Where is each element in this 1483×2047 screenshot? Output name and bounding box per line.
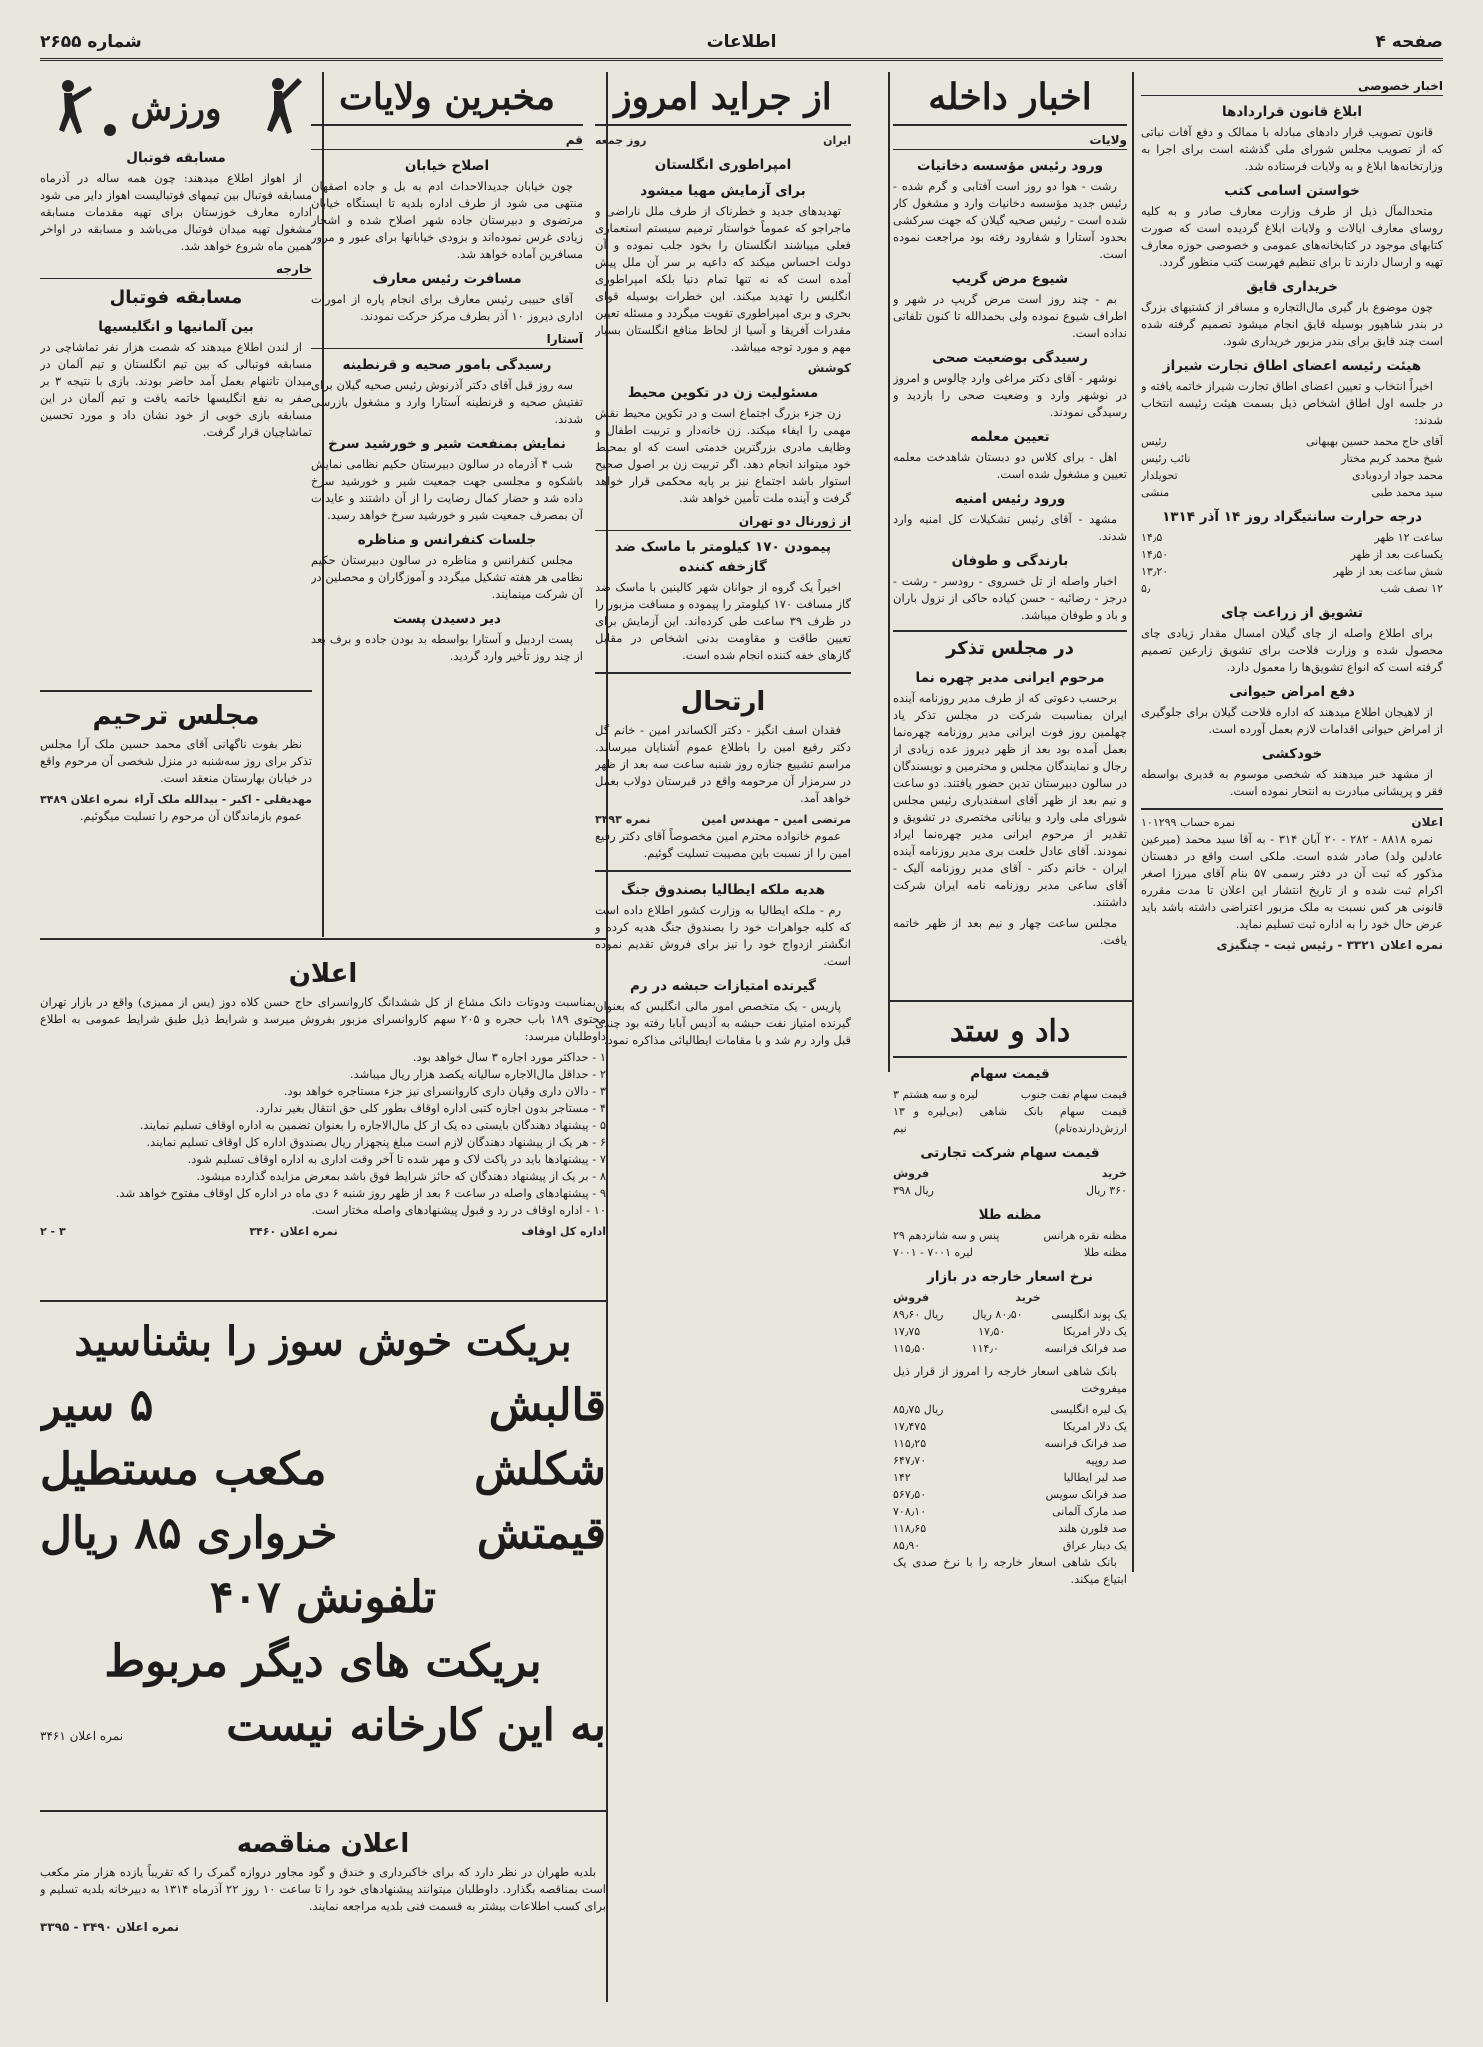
briquette-value: ۵ سیر (40, 1380, 154, 1431)
stocks-title: قیمت سهام (970, 1066, 1050, 1082)
article-body: رشت - هوا دو روز است آفتابی و گرم شده - رئیس جدید مؤسسه دخانیات وارد و مشغول کار شده است - رئیس صحیه گیلان که جهت سرکشی بحدود آستارا و شفارود رفته بود مراجعت نموده است. (893, 179, 1127, 261)
temp-row: ۱۲ نصف شب ۵٫ (1141, 582, 1443, 595)
headline: اصلاح خیابان (404, 158, 490, 174)
column-domestic-news (893, 72, 1127, 992)
bank-title: بانک شاهی اسعار خارجه را امروز از قرار ذیل میفروخت (893, 1364, 1127, 1395)
briquette-value: مکعب مستطیل (40, 1444, 327, 1495)
headline: امپراطوری انگلستان (654, 157, 792, 173)
briquette-headline: بریکت خوش سوز را بشناسید (74, 1318, 572, 1365)
temp-row: یکساعت بعد از ظهر ۱۴٫۵۰ (1141, 548, 1443, 561)
member-row: آقای حاج محمد حسین بهبهانی رئیس (1141, 435, 1443, 448)
sports-title: ورزش (130, 89, 222, 129)
bank-row: صد مارک آلمانی ۷۰۸٫۱۰ (893, 1505, 1127, 1518)
ad-condition: ۴ - مستاجر بدون اجازه کتبی اداره اوقاف بطور کلی حق انتقال بغیر ندارد. (255, 1101, 606, 1115)
memorial-end: مجلس ساعت چهار و نیم بعد از ظهر خاتمه یافت. (893, 916, 1127, 947)
article-body: اخیراً یک گروه از جوانان شهر کالینین با ماسک ضد گاز مسافت ۱۷۰ کیلومتر را پیموده و مسافت مزبور را در ظرف ۳۹ ساعت طی کرده‌اند. این آزمایش برای تعیین طاقت و مقاومت بدنی اشخاص در مقابل گازهای خفه کننده انجام شده است. (595, 580, 851, 662)
headline: خریداری قایق (1246, 279, 1338, 295)
fx-row: صد فرانک فرانسه ۱۱۴٫۰ ۱۱۵٫۵۰ (893, 1342, 1127, 1355)
article-body: قانون تصویب قرار دادهای مبادله با ممالک و دفع آفات نباتی که از تصویب مجلس شورای ملی گذشته است برای اجرا به وزارتخانه‌ها ابلاغ و به ولایات فرستاده شد. (1141, 125, 1443, 173)
section-tag: ولایات (893, 132, 1127, 150)
masthead-press: از جراید امروز (595, 72, 851, 126)
article-body: رم - ملکه ایطالیا به وزارت کشور اطلاع داده است که کلیه جواهرات خود را بصندوق جنگ هدیه کرده و انگشتر ازدواج خود را نیز برای فروش تقدیم نموده است. (595, 903, 851, 968)
fx-row: یک پوند انگلیسی ۸۰٫۵۰ ریال ۸۹٫۶۰ ریال (893, 1308, 1127, 1321)
briquette-label: قیمتش (476, 1508, 606, 1559)
ad-condition: ۲ - حداقل مال‌الاجاره سالیانه یکصد هزار ریال میباشد. (349, 1067, 606, 1081)
member-row: سید محمد طبی منشی (1141, 486, 1443, 499)
article-body: اخیراً انتخاب و تعیین اعضای اطاق تجارت شیراز خاتمه یافته و در جلسه اول اطاق اشخاص ذیل بسمت هیئت رئیسه انتخاب شدند: (1141, 379, 1443, 427)
headline: بارندگی و طوفان (951, 553, 1069, 569)
temperature-table (1141, 529, 1443, 597)
ad-pages: ۲ - ۳ (40, 1225, 66, 1238)
column-correspondents (311, 72, 583, 932)
headline: هیئت رئیسه اعضای اطاق تجارت شیراز (1162, 358, 1422, 374)
briquette-note: بریکت های دیگر مربوط (104, 1636, 542, 1687)
obituary-number: نمره ۳۴۹۳ (595, 813, 651, 826)
bank-row: یک دینار عراق ۸۵٫۹۰ (893, 1539, 1127, 1552)
masthead-domestic: اخبار داخله (893, 72, 1127, 126)
briquette-label: شکلش (474, 1444, 606, 1495)
article-body: از لندن اطلاع میدهند که شصت هزار نفر تماشاچی در مسابقه فوتبالی که بین تیم انگلستان و تیم آلمان در میدان تاتنهام بعمل آمد حاضر بودند. بازی با نتیجه ۳ بر صفر به نفع انگلیسها خاتمه یافت و تیم آلمان در این مسابقه بازی خوبی از خود نشان داد و مورد تحسین تماشاچیان قرار گرفت. (40, 340, 312, 439)
mourning-title: مجلس ترحیم (92, 701, 260, 731)
headline: مسئولیت زن در تکوین محیط (627, 385, 819, 401)
company-stocks-header: خرید فروش (893, 1167, 1127, 1180)
briquette-value: خرواری ۸۵ ریال (40, 1508, 338, 1559)
bank-row: صد فلورن هلند ۱۱۸٫۶۵ (893, 1522, 1127, 1535)
stock-row: قیمت سهام نفت جنوب ۳ لیره و سه هشتم (893, 1088, 1127, 1101)
obituary-thanks: عموم خانواده محترم امین مخصوصاً آقای دکتر رفیع امین را از نسبت باین مصیبت تسلیت گوئیم. (595, 829, 851, 860)
article-body: از مشهد خبر میدهند که شخصی موسوم به قدیری بواسطه فقر و پریشانی مبادرت به انتحار نموده است. (1141, 767, 1443, 798)
article-body: اهل - برای کلاس دو دبستان شاهدخت معلمه تعیین و مشغول شده است. (893, 450, 1127, 481)
article-body: پاریس - یک متخصص امور مالی انگلیس که بعنوان گیرنده امتیاز نفت حبشه به آدیس آبابا رفته بود چندی قبل وارد رم شد و با مقامات ایطالیائی مذاکره نمود. (595, 999, 851, 1047)
headline: جلسات کنفرانس و مناظره (357, 532, 537, 548)
notice-signature: نمره اعلان ۳۳۲۱ - رئیس ثبت - چنگیزی (1216, 938, 1443, 952)
column-rule (888, 72, 890, 1072)
briquette-ad (40, 1310, 606, 1800)
headline: ورود رئیس امنیه (954, 491, 1066, 507)
member-row: محمد جواد اردوبادی تحویلدار (1141, 469, 1443, 482)
section-divider (40, 1300, 606, 1302)
briquette-note: به این کارخانه نیست (226, 1700, 606, 1751)
subheadline: بین آلمانیها و انگلیسیها (98, 319, 254, 335)
tender-title: اعلان مناقصه (236, 1829, 410, 1859)
section-tag: خارجه (40, 261, 312, 279)
obituary-body: فقدان اسف انگیز - دکتر آلکساندر امین - خانم گل دکتر رفیع امین را باطلاع عموم آشنایان میرساند. مراسم تشییع جنازه روز شنبه ساعت سه بعد از ظهر در سرمزار آن مرحومه واقع در قبرستان دولاب بعمل خواهد آمد. (595, 723, 851, 805)
ad-condition: ۵ - پیشنهاد دهندگان بایستی ده یک از کل مال‌الاجاره را بعنوان تضمین به اداره اوقاف تسلیم نمایند. (139, 1118, 606, 1132)
member-row: شیخ محمد کریم مختار نائب رئیس (1141, 452, 1443, 465)
ad-condition: ۶ - هر یک از پیشنهاد دهندگان لازم است مبلغ پنجهزار ریال بصندوق اداره کل اوقاف تسلیم نمایند. (146, 1135, 606, 1149)
briquette-number: نمره اعلان ۳۴۶۱ (40, 1729, 124, 1743)
column-rule (1132, 72, 1134, 1572)
subheadline: برای آزمایش مهیا میشود (640, 183, 806, 199)
article-body: از لاهیجان اطلاع میدهند که اداره فلاحت گیلان برای جلوگیری از امراض حیوانی اقدامات لازم بعمل آورده است. (1141, 705, 1443, 736)
briquette-phone: تلفونش ۴۰۷ (209, 1572, 437, 1623)
masthead-trade: داد و ستد (893, 1010, 1127, 1058)
bank-row: صد فرانک سویس ۵۶۷٫۵۰ (893, 1488, 1127, 1501)
notice-body: نمره ۸۸۱۸ - ۲۸۲ - ۲۰ آبان ۳۱۴ - به آقا سید محمد (میرعین عادلین ولد) صادر شده است. ملکی است واقع در دهستان مذکور که ثبت آن در دفتر رسمی ۵۷ بنام آقای میرزا اصغر اکرام ثبت شده و از تاریخ انتشار این اعلان تا مدت مقرره قانونی هر کس نسبت به ملک مزبور اعتراضی داشته باشد باید عرض حال خود را به اداره ثبت تسلیم نماید. (1141, 832, 1443, 931)
notice-title: اعلان (1411, 815, 1443, 829)
headline: پیمودن ۱۷۰ کیلومتر با ماسک ضد گازخفه کننده (615, 539, 831, 575)
headline: خواستن اسامی کتب (1224, 183, 1360, 199)
headline: گیرنده امتیازات حبشه در رم (630, 978, 816, 994)
article-body: مجلس کنفرانس و مناظره در سالون دبیرستان حکیم نظامی هر هفته تشکیل میگردد و آموزگاران و محصلین در آن شرکت مینمایند. (311, 553, 583, 601)
fx-row: یک دلار امریکا ۱۷٫۵۰ ۱۷٫۷۵ (893, 1325, 1127, 1338)
bank-row: صد فرانک فرانسه ۱۱۵٫۲۵ (893, 1437, 1127, 1450)
column-press-review (595, 72, 851, 2002)
column-trade (893, 1010, 1127, 2010)
mourning-number: نمره اعلان ۳۴۸۹ (40, 793, 129, 806)
city-tag: قم (311, 132, 583, 150)
section-divider (40, 1810, 606, 1812)
bank-row: یک دلار امریکا ۱۷٫۴۷۵ (893, 1420, 1127, 1433)
memorial-title: در مجلس تذکر (893, 630, 1127, 662)
company-stocks-row: ۳۶۰ ریال ۳۹۸ ریال (893, 1184, 1127, 1197)
temperature-title: درجه حرارت سانتیگراد روز ۱۴ آذر ۱۳۱۴ (1162, 509, 1422, 525)
headline: رسیدگی بامور صحیه و قرنطینه (342, 357, 552, 373)
headline: تعیین معلمه (970, 429, 1050, 445)
article-body: مشهد - آقای رئیس تشکیلات کل امنیه وارد شدند. (893, 512, 1127, 543)
mourning-end: عموم بازماندگان آن مرحوم را تسلیت میگوئیم. (79, 809, 302, 823)
city-tag: آستارا (311, 331, 583, 349)
headline: رسیدگی بوضعیت صحی (932, 350, 1088, 366)
briquette-label: قالبش (488, 1380, 606, 1431)
headline: تشویق از زراعت چای (1221, 605, 1363, 621)
fx-title: نرخ اسعار خارجه در بازار (927, 1269, 1093, 1285)
headline: دفع امراض حیوانی (1229, 684, 1355, 700)
mourning-body: نظر بفوت ناگهانی آقای محمد حسین ملک آرا مجلس تذکر برای روز سه‌شنبه در منزل شخصی آن مرحوم واقع در خیابان بهارستان منعقد است. (40, 737, 312, 785)
bank-row: صد لیر ایطالیا ۱۴۲ (893, 1471, 1127, 1484)
bank-row: صد روپیه ۶۴۷٫۷۰ (893, 1454, 1127, 1467)
ad-condition: ۳ - دالان داری وقپان داری کاروانسرای نیز جزء مستاجره خواهد بود. (283, 1084, 606, 1098)
article-body: تهدیدهای جدید و خطرناک از طرف ملل ناراضی و ماجراجو که عموماً خواستار ترمیم سیستم استعماری فعلی میباشند انگلستان را بخود جلب نموده و آن دولت احساس میکند که داعیه بر سر آن ملل پیش آمده است که نه تنها تمام دنیا بلکه امپراطوری انگلیس را تهدید میکند. این خطرات بوسیله قوای بحری و بری امپراطوری تقویت میگردد و مسئله تعیین مقدرات آفریقا و آسیا از لحاظ منافع انگلستان بسیار مهم و مورد توجه میباشد. (595, 204, 851, 354)
fx-header: خرید فروش (893, 1291, 1041, 1304)
bank-row: یک لیره انگلیسی ۸۵٫۷۵ ریال (893, 1403, 1127, 1416)
article-body: نوشهر - آقای دکتر مراغی وارد چالوس و امروز در نوشهر وارد و وضعیت صحی را بازدید و رسیدگی نمودند. (893, 371, 1127, 419)
headline: ورود رئیس مؤسسه دخانیات (917, 158, 1103, 174)
headline: مسافرت رئیس معارف (372, 271, 522, 287)
ad-signature: اداره کل اوقاف (521, 1225, 606, 1238)
gold-title: مظنه طلا (978, 1207, 1042, 1223)
tender-ad (40, 1820, 606, 2010)
gold-row: مظنه نقره هرانس ۲۹ پنس و سه شانزدهم (893, 1229, 1127, 1242)
article-body: بم - چند روز است مرض گریپ در شهر و اطراف شیوع نموده ولی بحمدالله تا کنون تلفاتی نداده است. (893, 292, 1127, 340)
ad-condition: ۹ - پیشنهادهای واصله در ساعت ۶ بعد از ظهر روز شنبه ۶ دی ماه در اداره کل اوقاف مفتوح خواهد شد. (115, 1186, 606, 1200)
article-body: چون خیابان جدیدالاحداث ادم به بل و جاده اصفهان منتهی می شود از طرف اداره بلدیه تا ایستگاه خیابان مرتضوی و دبیرستان جاده شهر اصلاح شده و اشجار زیادی غرس نموده‌اند و بزودی خیابانها برای عبور و مرور مسافرین آماده خواهد شد. (311, 179, 583, 261)
article-body: متحدالمآل ذیل از طرف وزارت معارف صادر و به کلیه روسای معارف ایالات و ولایات ابلاغ گردیده است که صورت کتابهای موجود در کتابخانه‌های عمومی و خصوصی حوزه معارف تهیه و ارسال دارند تا برای تنظیم فهرست کتب منظور گردد. (1141, 204, 1443, 269)
masthead-correspondents: مخبرین ولایات (311, 72, 583, 126)
section-tag: از ژورنال دو تهران (595, 513, 851, 531)
article-signature: کوشش (807, 361, 851, 375)
mourning-sign: مهدیقلی - اکبر - بیدالله ملک آراء (134, 793, 312, 806)
headline: نمایش بمنفعت شیر و خورشید سرخ (328, 436, 566, 452)
gold-row: مظنه طلا ۷۰۰۱ - ۷۰۰۱ لیره (893, 1246, 1127, 1259)
obituary-title: ارتحال (680, 687, 766, 717)
section-tag: اخبار خصوصی (1141, 78, 1443, 96)
obituary-sign: مرتضی امین - مهندس امین (701, 813, 851, 826)
running-header (40, 28, 1443, 61)
section-divider (888, 1000, 1132, 1002)
headline: مسابقه فوتبال (126, 150, 226, 166)
page-number: صفحه ۴ (1375, 32, 1443, 52)
article-body: چون موضوع بار گیری مال‌التجاره و مسافر از کشتیهای بزرگ در بندر شاهپور بوسیله قایق انجام میشود تصمیم گرفته شده است چند قایق برای بندر مزبور خریداری شود. (1141, 300, 1443, 348)
article-body: زن جزء بزرگ اجتماع است و در تکوین محیط نقش مهمی را ایفاء میکند. زن خانه‌دار و تربیت اطفال و وظایف مادری بزرگترین خدمتی است که او بمحیط خود میتواند انجام دهد. اگر تربیت زن بر اصول صحیح استوار باشد اجتماع نیز بر پایه محکمی قرار خواهد گرفت و آینده ملت تأمین خواهد شد. (595, 406, 851, 505)
ad-title: اعلان (288, 959, 358, 989)
article-body: پست اردبیل و آستارا بواسطه بد بودن جاده و برف بعد از چند روز تأخیر وارد گردید. (311, 632, 583, 663)
ad-condition: ۸ - بر یک از پیشنهاد دهندگان که حائز شرایط فوق باشد بمعرض مزایده گذارده میشود. (196, 1169, 606, 1183)
headline: خودکشی (1261, 746, 1323, 762)
article-body: آقای حبیبی رئیس معارف برای انجام پاره از امورات اداری دیروز ۱۰ آذر بطرف مرکز حرکت نمودند. (311, 292, 583, 323)
press-date: روز جمعه (595, 134, 647, 147)
article-body: شب ۴ آذرماه در سالون دبیرستان حکیم نظامی نمایش باشکوه و مجلسی جهت جمعیت شیر و خورشید سرخ داده شد و حضار کمال رضایت را از آن داشتند و عایدات آن بمصرف جمعیت شیر و خورشید سرخ خواهد رسید. (311, 457, 583, 522)
column-sports (40, 72, 312, 672)
sports-banner-icon (46, 72, 306, 142)
memorial-subtitle: مرحوم ایرانی مدیر چهره نما (915, 670, 1105, 686)
temp-row: ساعت ۱۲ ظهر ۱۴٫۵ (1141, 531, 1443, 544)
bank-note: بانک شاهی اسعار خارجه را با نرخ صدی یک ابتیاع میکند. (893, 1555, 1127, 1586)
obituary-box (595, 672, 851, 872)
headline: دیر دسیدن پست (393, 611, 501, 627)
notice-account: نمره حساب ۱۰۱۲۹۹ (1141, 816, 1236, 829)
ad-condition: ۱ - حداکثر مورد اجاره ۳ سال خواهد بود. (412, 1050, 606, 1064)
section-tag: ایران (823, 134, 851, 147)
tender-body: بلدیه طهران در نظر دارد که برای خاکبرداری و خندق و گود مجاور دروازه گمرک را که تقریباً یازده هزار متر مکعب است بمناقصه بگذارد. داوطلبان میتوانند پیشنهادهای خود را تا ساعت ۱۰ روز ۲۲ آذرماه ۱۳۱۴ به دبیرخانه بلدیه تسلیم و برای کسب اطلاعات بیشتر به قسمت فنی بلدیه مراجعه نمایند. (40, 1865, 606, 1913)
tender-number: نمره اعلان ۳۴۹۰ - ۳۳۹۵ (40, 1920, 180, 1934)
registry-notice (1141, 808, 1443, 954)
article-body: سه روز قبل آقای دکتر آذرنوش رئیس صحیه گیلان برای تفتیش صحیه و قرنطینه آستارا وارد و مشغول بازرسی شدند. (311, 378, 583, 426)
article-body: برای اطلاع واصله از چای گیلان امسال مقدار زیادی چای محصول شده و وزارت فلاحت برای تشویق زارعین تصمیم گرفته است که انواع تشویق‌ها را معمول دارد. (1141, 626, 1443, 674)
ad-condition: ۱۰ - اداره اوقاف در رد و قبول پیشنهادهای واصله مختار است. (311, 1203, 606, 1217)
headline: شیوع مرض گریپ (951, 271, 1069, 287)
ad-condition: ۷ - پیشنهادها باید در پاکت لاک و مهر شده تا آخر وقت اداری به اداره اوقاف تسلیم شود. (187, 1152, 606, 1166)
issue-number: شماره ۲۶۵۵ (40, 32, 142, 52)
headline: ابلاغ قانون قراردادها (1221, 104, 1363, 120)
mourning-notice (40, 690, 312, 922)
column-private-news (1141, 72, 1443, 1992)
endowment-ad (40, 950, 606, 1290)
company-stocks-title: قیمت سهام شرکت تجارتی (920, 1145, 1100, 1161)
stock-row: قیمت سهام بانک شاهی (بی ارزش‌دارنده‌تام) ۱۳ لیره و نیم (893, 1105, 1127, 1135)
ad-number: نمره اعلان ۳۴۶۰ (249, 1225, 338, 1238)
section-divider (40, 938, 606, 940)
ad-body: بمناسبت ودوتات دانک مشاع از کل ششدانگ کاروانسرای حاج حسن کلاه دوز (یس از ممیزی) واقع در بازار تهران محتوی ۱۸۹ باب حجره و ۲۰۵ سهم کاروانسرای مزبور بفروش میرسد و شرایط ذیل طبق شرایط عمومی به اطلاع داوطلبان میرسد: (40, 995, 606, 1043)
headline: مسابقه فوتبال (109, 287, 243, 308)
article-body: از اهواز اطلاع میدهند: چون همه ساله در آذرماه مسابقه فوتبال بین تیمهای فوتبالیست اهواز دایر می شود اداره معارف خوزستان برای تهیه مقدمات مسابقه مشغول تهیه میدان فوتبال می‌باشد و مسابقه در اواخر همین ماه شروع خواهد شد. (40, 171, 312, 253)
memorial-body: برحسب دعوتی که از طرف مدیر روزنامه آینده ایران بمناسبت شرکت در مجلس تذکر یاد چهلمین روز فوت ایرانی مدیر روزنامه چهره‌نما بعمل آمده بود بعد از ظهر دیروز عده زیادی از رجال و نمایندگان مجلس و محترمین و نویسندگان در سالون دبیرستان تدین حضور یافتند. دو ساعت و نیم بعد از ظهر آقای اسفندیاری رئیس مجلس شورای ملی وارد و بیاناتی مختصری در تشویق و تقدیر از مرحوم ایرانی مدیر چهره‌نما ایراد نمودند. آقای عادل خلعت بری مدیر روزنامه آینده ایران - خانم دکتر - آقای مدیر روزنامه آلیک - آقای ساعی مدیر روزنامه نامه ایران شرکت داشتند. (893, 691, 1127, 909)
temp-row: شش ساعت بعد از ظهر ۱۳٫۲۰ (1141, 565, 1443, 578)
paper-name: اطلاعات (706, 32, 777, 52)
headline: هدیه ملکه ایطالیا بصندوق جنگ (621, 882, 825, 898)
member-list (1141, 433, 1443, 501)
article-body: اخبار واصله از تل خسروی - رودسر - رشت - درجز - رضائیه - حسن کیاده حاکی از نزول باران و باد و طوفان میباشد. (893, 574, 1127, 622)
